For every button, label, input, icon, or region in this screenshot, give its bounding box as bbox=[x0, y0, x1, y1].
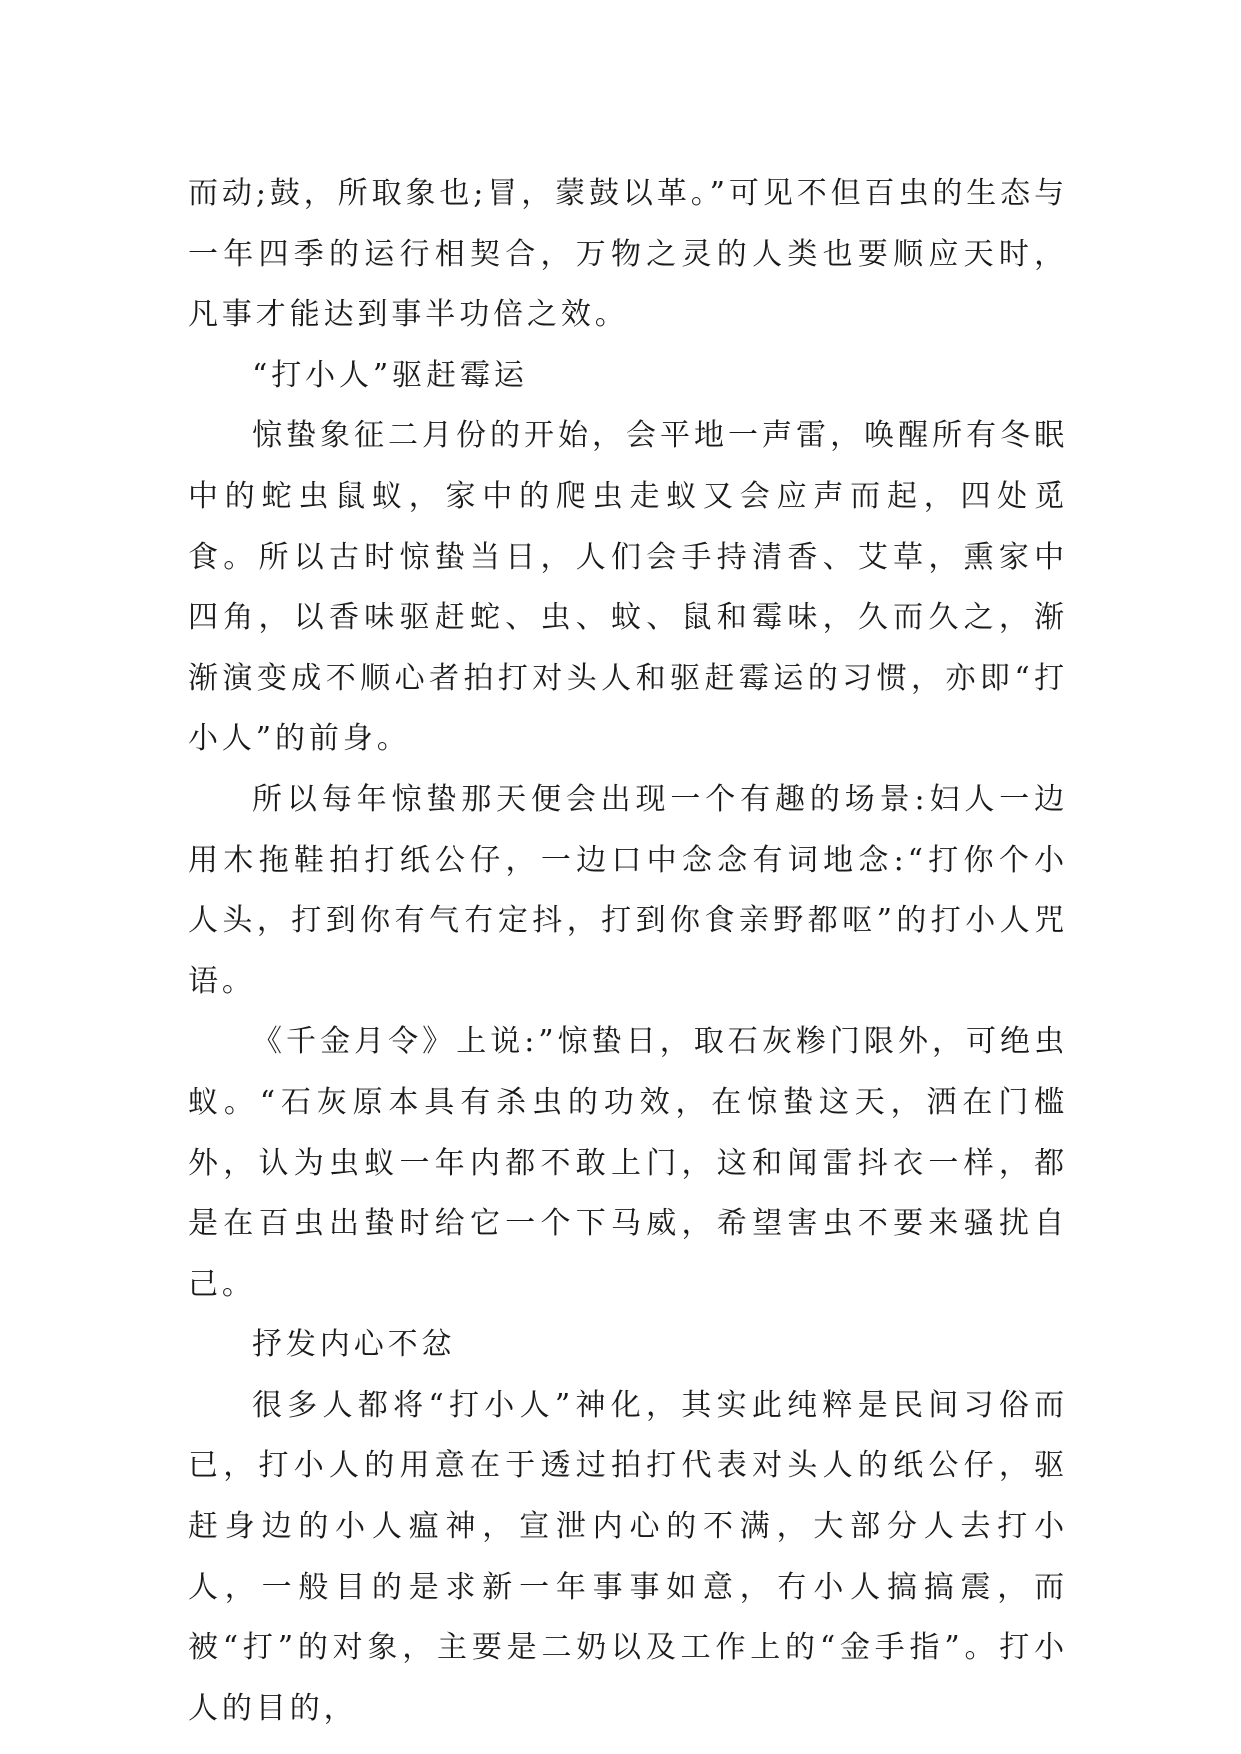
section-heading-da-xiao-ren: “打小人”驱赶霉运 bbox=[252, 357, 528, 393]
paragraph-4: 《千金月令》上说:”惊蛰日，取石灰糁门限外，可绝虫蚁。“石灰原本具有杀虫的功效，在惊蛰这天，洒在门槛外，认为虫蚁一年内都不敢上门，这和闻雷抖衣一样，都是在百虫出蛰时给它一个下马威，希望害虫不要来骚扰自己。 bbox=[188, 1024, 1068, 1302]
paragraph-1: 而动;鼓，所取象也;冒，蒙鼓以革。”可见不但百虫的生态与一年四季的运行相契合，万物之灵的人类也要顺应天时，凡事才能达到事半功倍之效。 bbox=[188, 176, 1068, 333]
body-text bbox=[188, 164, 1068, 1739]
paragraph-3: 所以每年惊蛰那天便会出现一个有趣的场景:妇人一边用木拖鞋拍打纸公仔，一边口中念念有词地念:“打你个小人头，打到你有气冇定抖，打到你食亲野都呕”的打小人咒语。 bbox=[188, 781, 1068, 999]
section-heading-shu-fa: 抒发内心不忿 bbox=[252, 1327, 456, 1363]
paragraph-2: 惊蛰象征二月份的开始，会平地一声雷，唤醒所有冬眠中的蛇虫鼠蚁，家中的爬虫走蚁又会应声而起，四处觅食。所以古时惊蛰当日，人们会手持清香、艾草，熏家中四角，以香味驱赶蛇、虫、蚊、鼠和霉味，久而久之，渐渐演变成不顺心者拍打对头人和驱赶霉运的习惯，亦即“打小人”的前身。 bbox=[188, 418, 1068, 757]
paragraph-5: 很多人都将“打小人”神化，其实此纯粹是民间习俗而已，打小人的用意在于透过拍打代表对头人的纸公仔，驱赶身边的小人瘟神，宣泄内心的不满，大部分人去打小人，一般目的是求新一年事事如意，冇小人搞搞震，而被“打”的对象，主要是二奶以及工作上的“金手指”。打小人的目的， bbox=[188, 1387, 1068, 1726]
